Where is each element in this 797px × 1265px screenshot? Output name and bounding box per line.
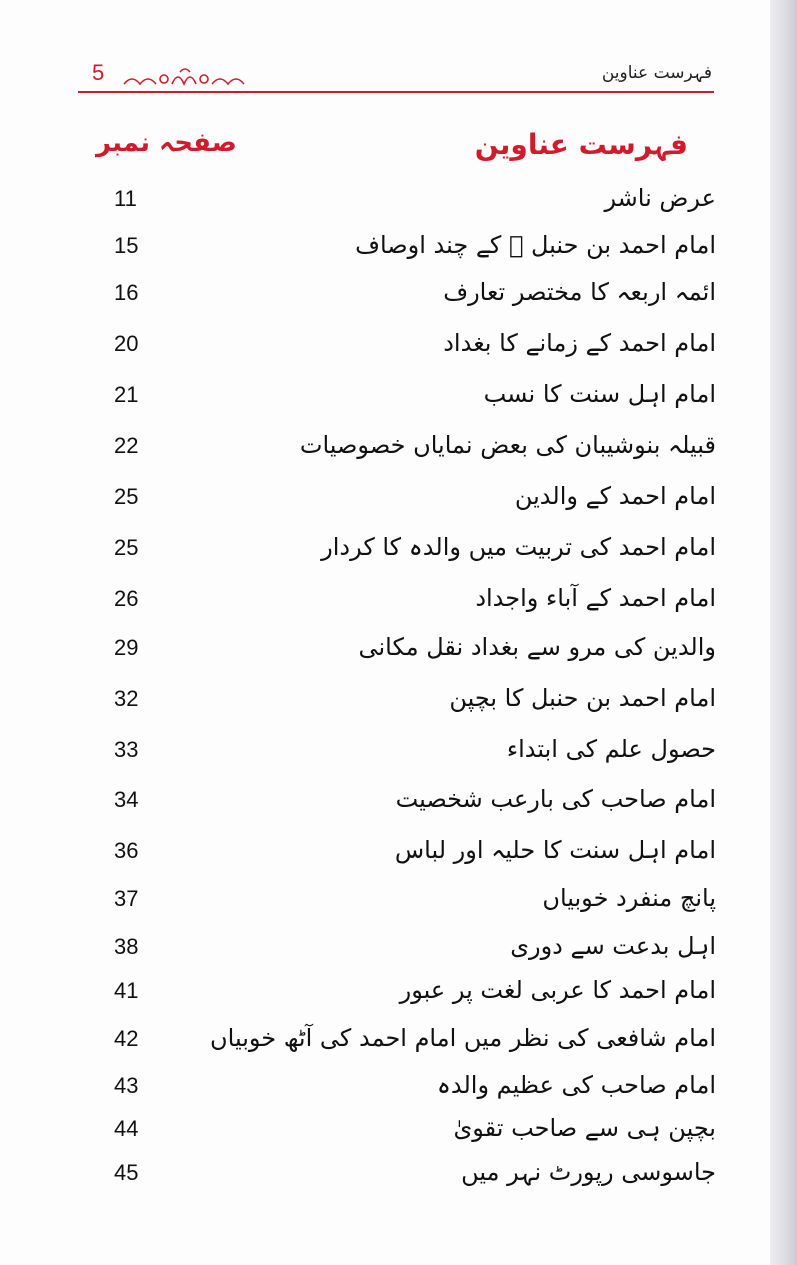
toc-entry-title: پانچ منفرد خوبیاں — [542, 884, 716, 912]
toc-entry-page: 16 — [114, 280, 139, 305]
toc-entry[interactable] — [0, 427, 770, 471]
toc-entry-page: 44 — [114, 1116, 139, 1141]
toc-entry-title: امام احمد بن حنبل ﷫ کے چند اوصاف — [355, 231, 716, 259]
toc-entry-page: 25 — [114, 535, 139, 560]
toc-entry-title: امام شافعی کی نظر میں امام احمد کی آٹھ خوبیاں — [210, 1024, 716, 1052]
toc-entry-page: 11 — [114, 186, 137, 211]
toc-entry[interactable] — [0, 629, 770, 673]
toc-entry[interactable] — [0, 580, 770, 624]
toc-entry-page: 37 — [114, 886, 139, 911]
page-edge — [770, 0, 797, 1265]
toc-entry-page: 21 — [114, 382, 139, 407]
header-rule — [78, 91, 714, 93]
toc-entry[interactable] — [0, 731, 770, 775]
toc-entry-page: 25 — [114, 484, 139, 509]
toc-entry[interactable] — [0, 1020, 770, 1064]
toc-entry[interactable] — [0, 928, 770, 972]
toc-entry-title: والدین کی مرو سے بغداد نقل مکانی — [358, 633, 716, 661]
ornament-icon — [120, 64, 250, 90]
toc-entry-title: امام احمد کے والدین — [514, 482, 716, 510]
toc-entry[interactable] — [0, 1067, 770, 1111]
toc-entry[interactable] — [0, 781, 770, 825]
page-number: 5 — [92, 60, 105, 85]
toc-entry[interactable] — [0, 680, 770, 724]
toc-entry-page: 33 — [114, 737, 139, 762]
running-header-title: فہرست عناوین — [601, 63, 712, 83]
toc-entry-page: 15 — [114, 233, 139, 258]
toc-entry[interactable] — [0, 227, 770, 271]
toc-entry-page: 22 — [114, 433, 139, 458]
toc-entry-page: 45 — [114, 1160, 139, 1185]
toc-entry-title: اہل بدعت سے دوری — [510, 932, 716, 960]
toc-entry-title: بچپن ہی سے صاحب تقویٰ — [453, 1114, 716, 1142]
toc-entry[interactable] — [0, 478, 770, 522]
toc-entry-title: حصول علم کی ابتداء — [506, 735, 716, 763]
toc-entry-title: امام صاحب کی عظیم والدہ — [436, 1071, 716, 1099]
toc-entry[interactable] — [0, 180, 770, 224]
toc-entry-page: 42 — [114, 1026, 139, 1051]
toc-entry-page: 34 — [114, 787, 139, 812]
toc-entry[interactable] — [0, 880, 770, 924]
toc-entry-page: 29 — [114, 635, 139, 660]
toc-entry-title: قبیلہ بنوشیبان کی بعض نمایاں خصوصیات — [299, 431, 716, 459]
toc-heading-pages: صفحہ نمبر — [96, 128, 237, 158]
toc-entry[interactable] — [0, 1110, 770, 1154]
toc-entry-page: 43 — [114, 1073, 139, 1098]
toc-entry[interactable] — [0, 325, 770, 369]
toc-entry-title: امام احمد کی تربیت میں والدہ کا کردار — [321, 533, 716, 561]
toc-entry-page: 20 — [114, 331, 139, 356]
toc-entry[interactable] — [0, 274, 770, 318]
toc-entry[interactable] — [0, 529, 770, 573]
toc-entry[interactable] — [0, 832, 770, 876]
toc-entry-title: امام صاحب کی بارعب شخصیت — [395, 785, 716, 813]
toc-entry-title: عرض ناشر — [604, 184, 716, 212]
toc-entry-title: امام احمد کے زمانے کا بغداد — [443, 329, 716, 357]
toc-entry-title: امام احمد بن حنبل کا بچپن — [449, 684, 716, 712]
toc-entry[interactable] — [0, 972, 770, 1016]
toc-entry-title: امام احمد کے آباء واجداد — [475, 584, 716, 612]
toc-entry-title: امام اہل سنت کا حلیہ اور لباس — [394, 836, 716, 864]
toc-entry-page: 41 — [114, 978, 139, 1003]
toc-entry-page: 32 — [114, 686, 139, 711]
toc-entry-page: 36 — [114, 838, 139, 863]
toc-entry[interactable] — [0, 1154, 770, 1198]
toc-entry-title: جاسوسی رپورٹ نہر میں — [461, 1158, 716, 1186]
toc-entry-page: 26 — [114, 586, 139, 611]
toc-entry-title: امام احمد کا عربی لغت پر عبور — [399, 976, 716, 1004]
toc-entry-title: امام اہل سنت کا نسب — [483, 380, 716, 408]
toc-entry-title: ائمہ اربعہ کا مختصر تعارف — [443, 278, 716, 306]
toc-heading-title: فہرست عناوین — [474, 128, 688, 161]
toc-entry[interactable] — [0, 376, 770, 420]
toc-entry-page: 38 — [114, 934, 139, 959]
